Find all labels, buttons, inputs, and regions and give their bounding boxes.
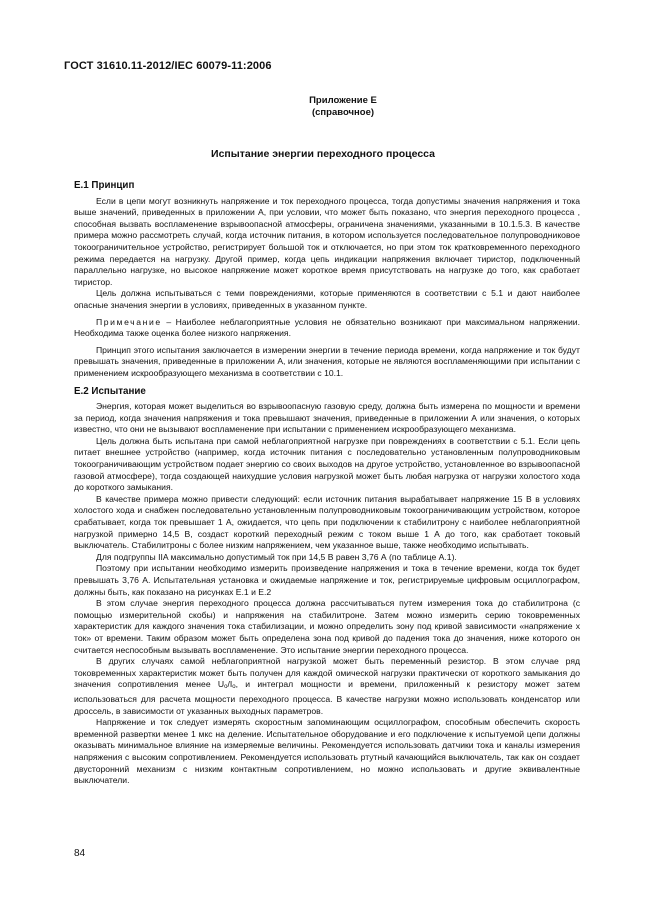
paragraph: Напряжение и ток следует измерять скоростным запоминающим осциллографом, способным обеспечить скорость временной развертки менее 1 мкс на деление. Испытательное оборудование и его подключение к испытуемой цепи должны оказывать минимальное влияние на измеряемые величины. Рекомендуется использовать датчики тока и каналы измерения напряжения с высоким сопротивлением. Рекомендуется использовать ртутный качающийся выключатель, так как он создает двусторонний механизм с низким контактным сопротивлением, но можно использовать и другие эквивалентные выключатели.: [74, 717, 580, 786]
appendix-title: Приложение Е: [309, 95, 377, 106]
section-heading-e2: Е.2 Испытание: [74, 385, 146, 397]
paragraph: Энергия, которая может выделиться во взрывоопасную газовую среду, должна быть измерена по мощности и времени за период, когда значения напряжения и тока превышают значения, приведенные в приложении А или значения, о которых известно, что они не вызывают воспламенение при испытании с применением искрообразующего механизма.: [74, 401, 580, 435]
paragraph: Поэтому при испытании необходимо измерить произведение напряжения и тока в течение времени, когда ток будет превышать 3,76 А. Испытательная установка и ожидаемые напряжение и ток, регистрируемые цифровым осциллографом, должны быть, как показано на рисунках Е.1 и Е.2: [74, 563, 580, 597]
note: [74, 317, 580, 340]
paragraph: В этом случае энергия переходного процесса должна рассчитываться путем измерения тока до стабилитрона (с помощью измерительной скобы) и напряжения на стабилитроне. Затем можно измерить серию токовременных характеристик для каждого значения тока стабилизации, и можно определить зону под кривой зависимости «напряжение х ток» от времени. Таким образом может быть определена зона под кривой до падения тока до значения, ниже которого он считается неспособным вызывать воспламенение. Это испытание энергии переходного процесса.: [74, 598, 580, 655]
body-text: [74, 180, 580, 787]
paragraph: Если в цепи могут возникнуть напряжение и ток переходного процесса, тогда допустимы значения напряжения и тока выше значений, приведенных в приложении А, при условии, что может быть показано, что энергия переходного процесса , способная вызвать воспламенение взрывоопасной атмосферы, ограничена значениями, указанными в 10.1.5.3. В качестве примера можно рассмотреть случай, когда источник питания, в котором используется последовательное полупроводниковое токоограничительное устройство, регистрирует большой ток и отключается, но при этом ток кратковременного переходного режима передается на нагрузку. Другой пример, когда цепь индикации напряжения включает тиристор, подключенный параллельно нагрузке, но высокое напряжение может короткое время присутствовать на нагрузке до того, как сработает тиристор.: [74, 195, 580, 287]
text-run: /I: [227, 679, 233, 690]
paragraph: Цель должна испытываться с теми повреждениями, которые применяются в соответствии с 5.1 и дают наиболее опасные значения энергии в условиях, приведенных в указанном пункте.: [74, 288, 580, 310]
paragraph: Цель должна быть испытана при самой неблагоприятной нагрузке при повреждениях в соответствии с 5.1. Если цепь питает внешнее устройство (например, когда источник питания с последовательно установленным полупроводниковым токоограничивающим устройством подает энергию со своих выходов на другое устройство, установленное во взрывоопасной газовой атмосфере), тогда создающей наихудшие условия нагрузкой может быть любая нагрузка от нагрузки холостого хода до короткого замыкания.: [74, 435, 580, 493]
paragraph: В качестве примера можно привести следующий: если источник питания вырабатывает напряжение 15 В в условиях холостого хода и снабжен последовательно установленным полупроводниковым токоограничивающим устройством, которое срабатывает, когда ток превышает 1 А, ожидается, что цепь при подключении к стабилитрону с наиболее неблагоприятной нагрузкой примерно 14,5 В, создаст короткий переходный режим с током выше 1 А до того, как сработает токовый выключатель. Стабилитроны с более низким напряжением, чем указанное выше, также необходимо испытывать.: [74, 493, 580, 551]
section-heading-e1: Е.1 Принцип: [74, 180, 135, 191]
subscript: o: [232, 684, 236, 691]
page-number: 84: [74, 848, 86, 859]
standard-header: ГОСТ 31610.11-2012/IEC 60079-11:2006: [64, 60, 272, 72]
text-run: В других случаях самой неблагоприятной нагрузкой может быть переменный резистор. В этом случае ряд токовременных характеристик может быть получен для каждой омической нагрузки практически от короткого замыкания до значения сопротивления менее U: [74, 656, 580, 690]
subscript: o: [224, 684, 228, 691]
note-label: Примечание: [96, 316, 162, 327]
text-run: , и интеграл мощности и времени, приложенный к резистору может затем использоваться для расчета мощности переходного процесса. В качестве нагрузки можно использовать конденсатор или дроссель, в зависимости от указанных выходных параметров.: [74, 679, 580, 716]
appendix-type: (справочное): [311, 107, 375, 118]
note-text: – Наиболее неблагоприятные условия не обязательно возникают при максимальном напряжении. Необходима также оценка более низкого напряжения.: [74, 316, 580, 339]
appendix-heading: Испытание энергии переходного процесса: [211, 148, 435, 160]
paragraph: Принцип этого испытания заключается в измерении энергии в течение периода времени, когда напряжение и ток будут превышать значения, приведенные в приложении А, или значения, которые не являются воспламеняющими при испытании с применением искрообразующего механизма в соответствии с 10.1.: [74, 344, 580, 378]
appendix-label: [0, 95, 646, 119]
paragraph: [74, 656, 580, 717]
paragraph: Для подгруппы IIA максимально допустимый ток при 14,5 В равен 3,76 А (по таблице А.1).: [96, 551, 457, 562]
